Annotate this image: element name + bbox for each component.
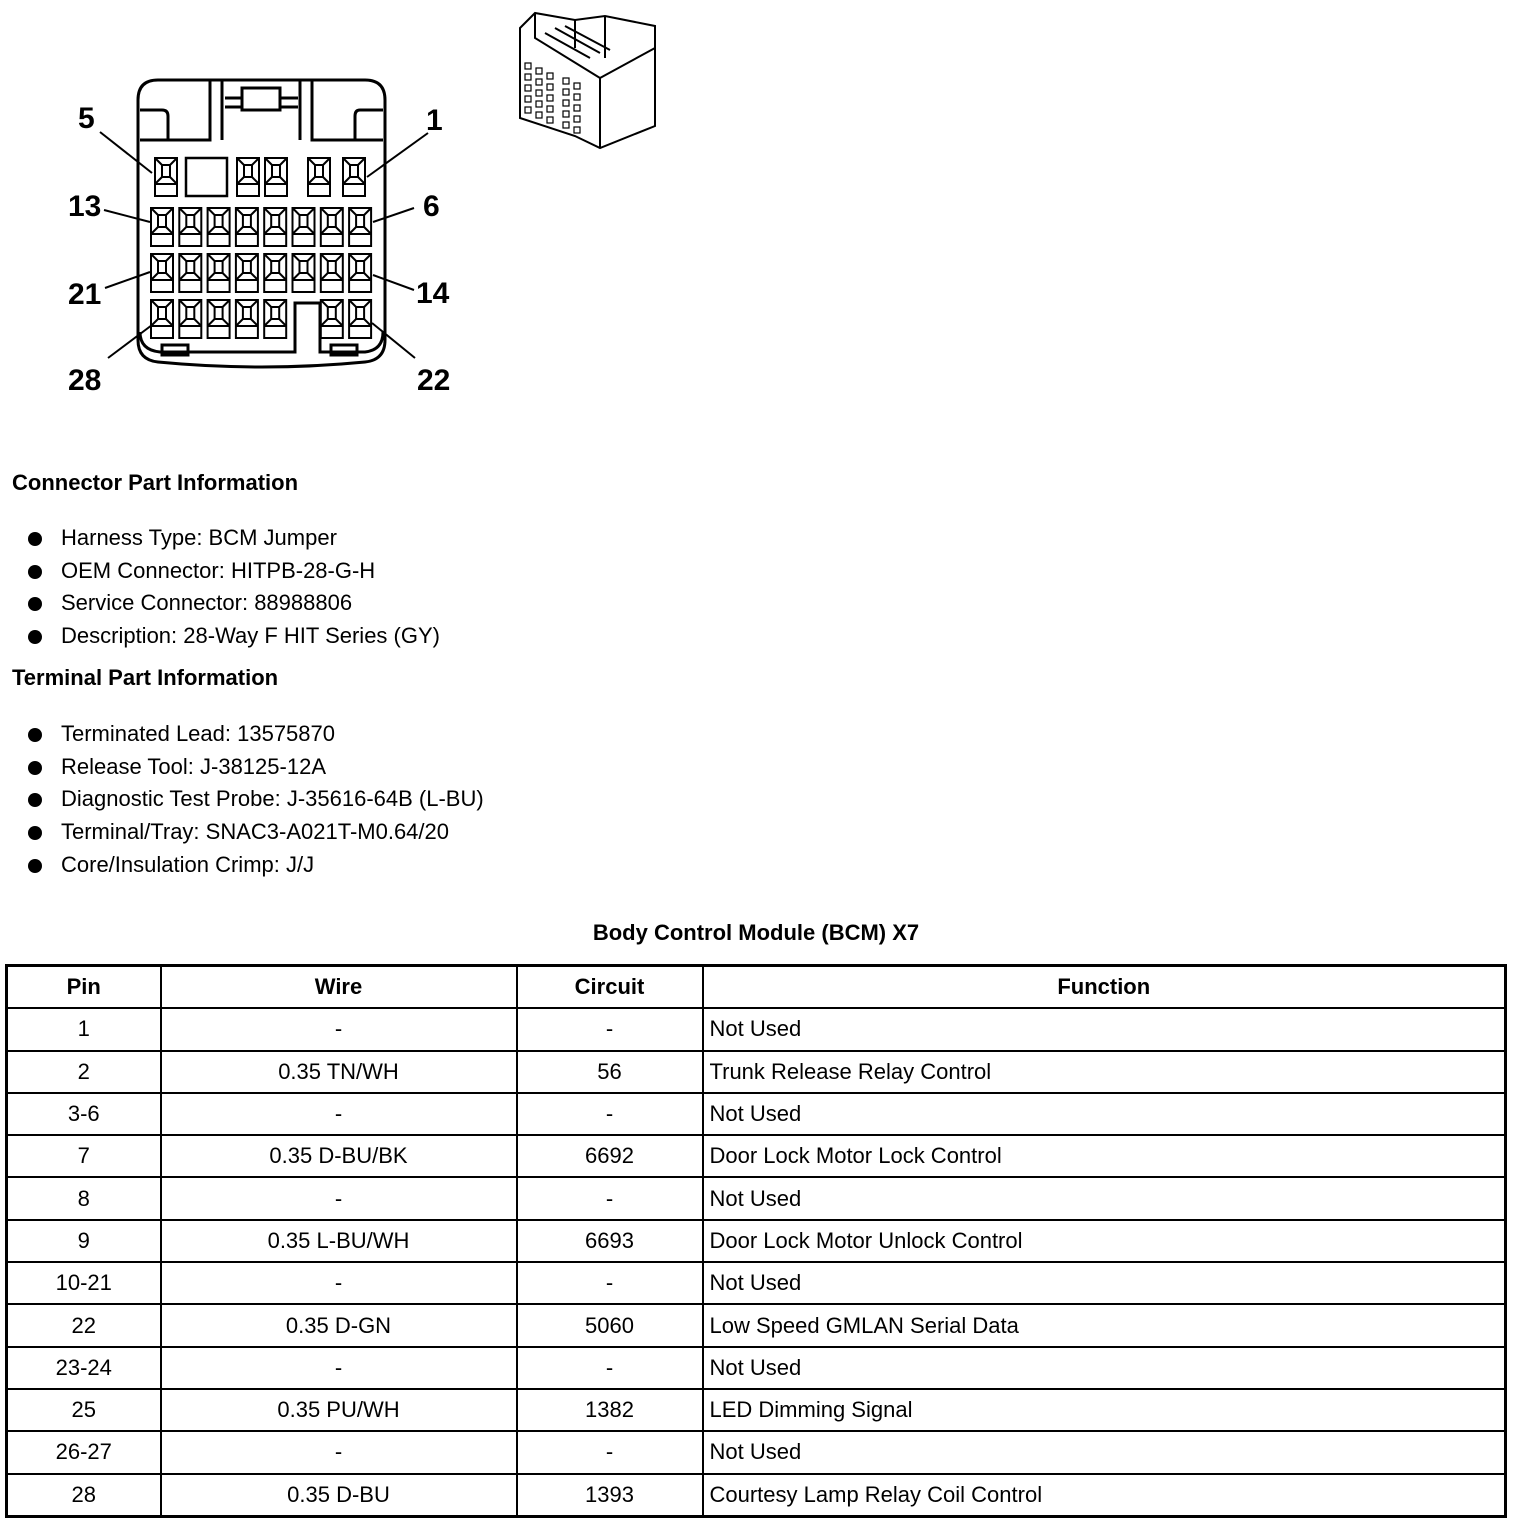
iso-cavity	[563, 89, 569, 95]
info-list-item	[28, 522, 440, 555]
connector-face-diagram	[0, 0, 480, 410]
terminal-cavity	[349, 208, 371, 246]
table-row	[7, 1220, 1506, 1262]
iso-cavity	[574, 116, 580, 122]
info-text: Core/Insulation Crimp: J/J	[61, 851, 315, 877]
info-list-item	[28, 587, 440, 620]
column-header: Circuit	[517, 966, 703, 1009]
table-row	[7, 1177, 1506, 1219]
iso-cavity	[563, 100, 569, 106]
circuit-cell: -	[517, 1431, 703, 1473]
iso-cavity	[547, 95, 553, 101]
iso-cavity	[536, 79, 542, 85]
pin-cell: 3-6	[7, 1093, 161, 1135]
wire-cell: -	[161, 1431, 517, 1473]
pin-label-1: 1	[426, 104, 443, 137]
pin-label-28: 28	[68, 364, 102, 397]
connector-part-info-heading: Connector Part Information	[12, 470, 299, 495]
pin-cell: 25	[7, 1389, 161, 1431]
info-text: OEM Connector: HITPB-28-G-H	[61, 557, 376, 583]
circuit-cell: -	[517, 1177, 703, 1219]
pin-cell: 8	[7, 1177, 161, 1219]
function-cell: LED Dimming Signal	[703, 1389, 1506, 1431]
terminal-cavity	[208, 300, 230, 338]
terminal-cavity	[179, 300, 201, 338]
info-text: Description: 28-Way F HIT Series (GY)	[61, 623, 440, 649]
pin-cell: 1	[7, 1008, 161, 1050]
table-header-row	[7, 966, 1506, 1009]
table-row	[7, 1135, 1506, 1177]
column-header: Pin	[7, 966, 161, 1009]
function-cell: Not Used	[703, 1093, 1506, 1135]
terminal-cavity	[293, 254, 315, 292]
iso-cavity	[547, 117, 553, 123]
connector-part-info-list	[28, 522, 440, 653]
terminal-cavities	[151, 158, 371, 338]
pin-label-21: 21	[68, 278, 102, 311]
circuit-cell: -	[517, 1093, 703, 1135]
info-text: Release Tool: J-38125-12A	[61, 753, 326, 779]
terminal-cavity	[264, 300, 286, 338]
bullet-icon	[28, 728, 42, 742]
wire-cell: -	[161, 1093, 517, 1135]
pin-cell: 9	[7, 1220, 161, 1262]
info-list-item	[28, 783, 484, 816]
bullet-icon	[28, 826, 42, 840]
pin-label-14: 14	[416, 277, 450, 310]
info-list-item	[28, 751, 484, 784]
table-row	[7, 1008, 1506, 1050]
table-row	[7, 1304, 1506, 1346]
info-text: Harness Type: BCM Jumper	[61, 525, 337, 550]
iso-cavity	[563, 122, 569, 128]
terminal-cavity	[236, 208, 258, 246]
circuit-cell: -	[517, 1347, 703, 1389]
circuit-cell: 6692	[517, 1135, 703, 1177]
iso-cavity	[536, 112, 542, 118]
info-list-item	[28, 816, 484, 849]
column-header: Function	[703, 966, 1506, 1009]
info-text: Diagnostic Test Probe: J-35616-64B (L-BU)	[61, 786, 484, 812]
iso-cavity	[536, 90, 542, 96]
terminal-cavity	[236, 300, 258, 338]
wire-cell: -	[161, 1262, 517, 1304]
circuit-cell: 5060	[517, 1304, 703, 1346]
terminal-cavity	[155, 158, 177, 196]
function-cell: Not Used	[703, 1177, 1506, 1219]
info-list-item	[28, 718, 484, 751]
circuit-cell: 56	[517, 1051, 703, 1093]
function-cell: Not Used	[703, 1262, 1506, 1304]
iso-cavity	[563, 111, 569, 117]
wire-cell: 0.35 TN/WH	[161, 1051, 517, 1093]
bullet-icon	[28, 761, 42, 775]
iso-cavity	[525, 85, 531, 91]
iso-cavity	[525, 96, 531, 102]
pin-label-6: 6	[423, 190, 440, 223]
connector-isometric-view	[515, 8, 660, 158]
info-list-item	[28, 620, 440, 653]
terminal-cavity	[308, 158, 330, 196]
info-list-item	[28, 849, 484, 882]
terminal-cavity	[349, 254, 371, 292]
pin-cell: 22	[7, 1304, 161, 1346]
iso-cavity	[525, 107, 531, 113]
wire-cell: 0.35 D-BU	[161, 1474, 517, 1517]
iso-cavity	[547, 106, 553, 112]
info-text: Service Connector: 88988806	[61, 590, 353, 616]
function-cell: Trunk Release Relay Control	[703, 1051, 1506, 1093]
function-cell: Not Used	[703, 1347, 1506, 1389]
function-cell: Door Lock Motor Unlock Control	[703, 1220, 1506, 1262]
circuit-cell: 6693	[517, 1220, 703, 1262]
function-cell: Courtesy Lamp Relay Coil Control	[703, 1474, 1506, 1517]
terminal-cavity	[237, 158, 259, 196]
wire-cell: 0.35 L-BU/WH	[161, 1220, 517, 1262]
bullet-icon	[28, 630, 42, 644]
terminal-cavity	[151, 300, 173, 338]
circuit-cell: -	[517, 1008, 703, 1050]
terminal-cavity	[265, 158, 287, 196]
wire-cell: 0.35 PU/WH	[161, 1389, 517, 1431]
wire-cell: -	[161, 1177, 517, 1219]
circuit-cell: 1393	[517, 1474, 703, 1517]
table-row	[7, 1474, 1506, 1517]
pin-cell: 7	[7, 1135, 161, 1177]
pin-cell: 23-24	[7, 1347, 161, 1389]
terminal-cavity	[151, 254, 173, 292]
pinout-table-title: Body Control Module (BCM) X7	[592, 920, 920, 945]
table-row	[7, 1431, 1506, 1473]
iso-cavity	[574, 83, 580, 89]
wire-cell: -	[161, 1347, 517, 1389]
pin-cell: 2	[7, 1051, 161, 1093]
pin-cell: 28	[7, 1474, 161, 1517]
function-cell: Not Used	[703, 1008, 1506, 1050]
iso-cavity	[536, 101, 542, 107]
function-cell: Not Used	[703, 1431, 1506, 1473]
terminal-part-info-list	[28, 718, 484, 881]
bullet-icon	[28, 532, 42, 546]
pin-label-22: 22	[417, 364, 451, 397]
column-header: Wire	[161, 966, 517, 1009]
pinout-table	[5, 964, 1507, 1518]
function-cell: Low Speed GMLAN Serial Data	[703, 1304, 1506, 1346]
iso-cavity	[574, 127, 580, 133]
terminal-cavity	[208, 254, 230, 292]
pin-label-5: 5	[78, 102, 95, 135]
terminal-cavity	[293, 208, 315, 246]
connector-housing	[138, 80, 385, 367]
table-row	[7, 1262, 1506, 1304]
table-row	[7, 1347, 1506, 1389]
terminal-cavity	[179, 254, 201, 292]
terminal-cavity	[321, 254, 343, 292]
wire-cell: 0.35 D-GN	[161, 1304, 517, 1346]
iso-cavity	[563, 78, 569, 84]
terminal-cavity	[179, 208, 201, 246]
wire-cell: 0.35 D-BU/BK	[161, 1135, 517, 1177]
bullet-icon	[28, 565, 42, 579]
pin-cell: 26-27	[7, 1431, 161, 1473]
terminal-cavity	[236, 254, 258, 292]
terminal-cavity	[208, 208, 230, 246]
bullet-icon	[28, 793, 42, 807]
function-cell: Door Lock Motor Lock Control	[703, 1135, 1506, 1177]
table-row	[7, 1051, 1506, 1093]
pin-cell: 10-21	[7, 1262, 161, 1304]
iso-cavity	[547, 73, 553, 79]
info-text: Terminal/Tray: SNAC3-A021T-M0.64/20	[61, 819, 449, 845]
terminal-cavity	[343, 158, 365, 196]
iso-cavity	[525, 74, 531, 80]
info-list-item	[28, 555, 440, 588]
info-text: Terminated Lead: 13575870	[61, 721, 335, 746]
wire-cell: -	[161, 1008, 517, 1050]
terminal-part-info-heading: Terminal Part Information	[12, 665, 279, 690]
iso-cavity	[574, 94, 580, 100]
bullet-icon	[28, 597, 42, 611]
pin-label-13: 13	[68, 190, 102, 223]
table-row	[7, 1093, 1506, 1135]
table-row	[7, 1389, 1506, 1431]
terminal-cavity	[321, 208, 343, 246]
iso-cavity	[536, 68, 542, 74]
terminal-cavity	[264, 254, 286, 292]
bullet-icon	[28, 859, 42, 873]
terminal-cavity	[349, 300, 371, 338]
iso-cavity	[525, 63, 531, 69]
circuit-cell: -	[517, 1262, 703, 1304]
iso-cavity	[547, 84, 553, 90]
iso-cavity	[574, 105, 580, 111]
terminal-cavity	[151, 208, 173, 246]
terminal-cavity	[264, 208, 286, 246]
circuit-cell: 1382	[517, 1389, 703, 1431]
terminal-cavity	[321, 300, 343, 338]
